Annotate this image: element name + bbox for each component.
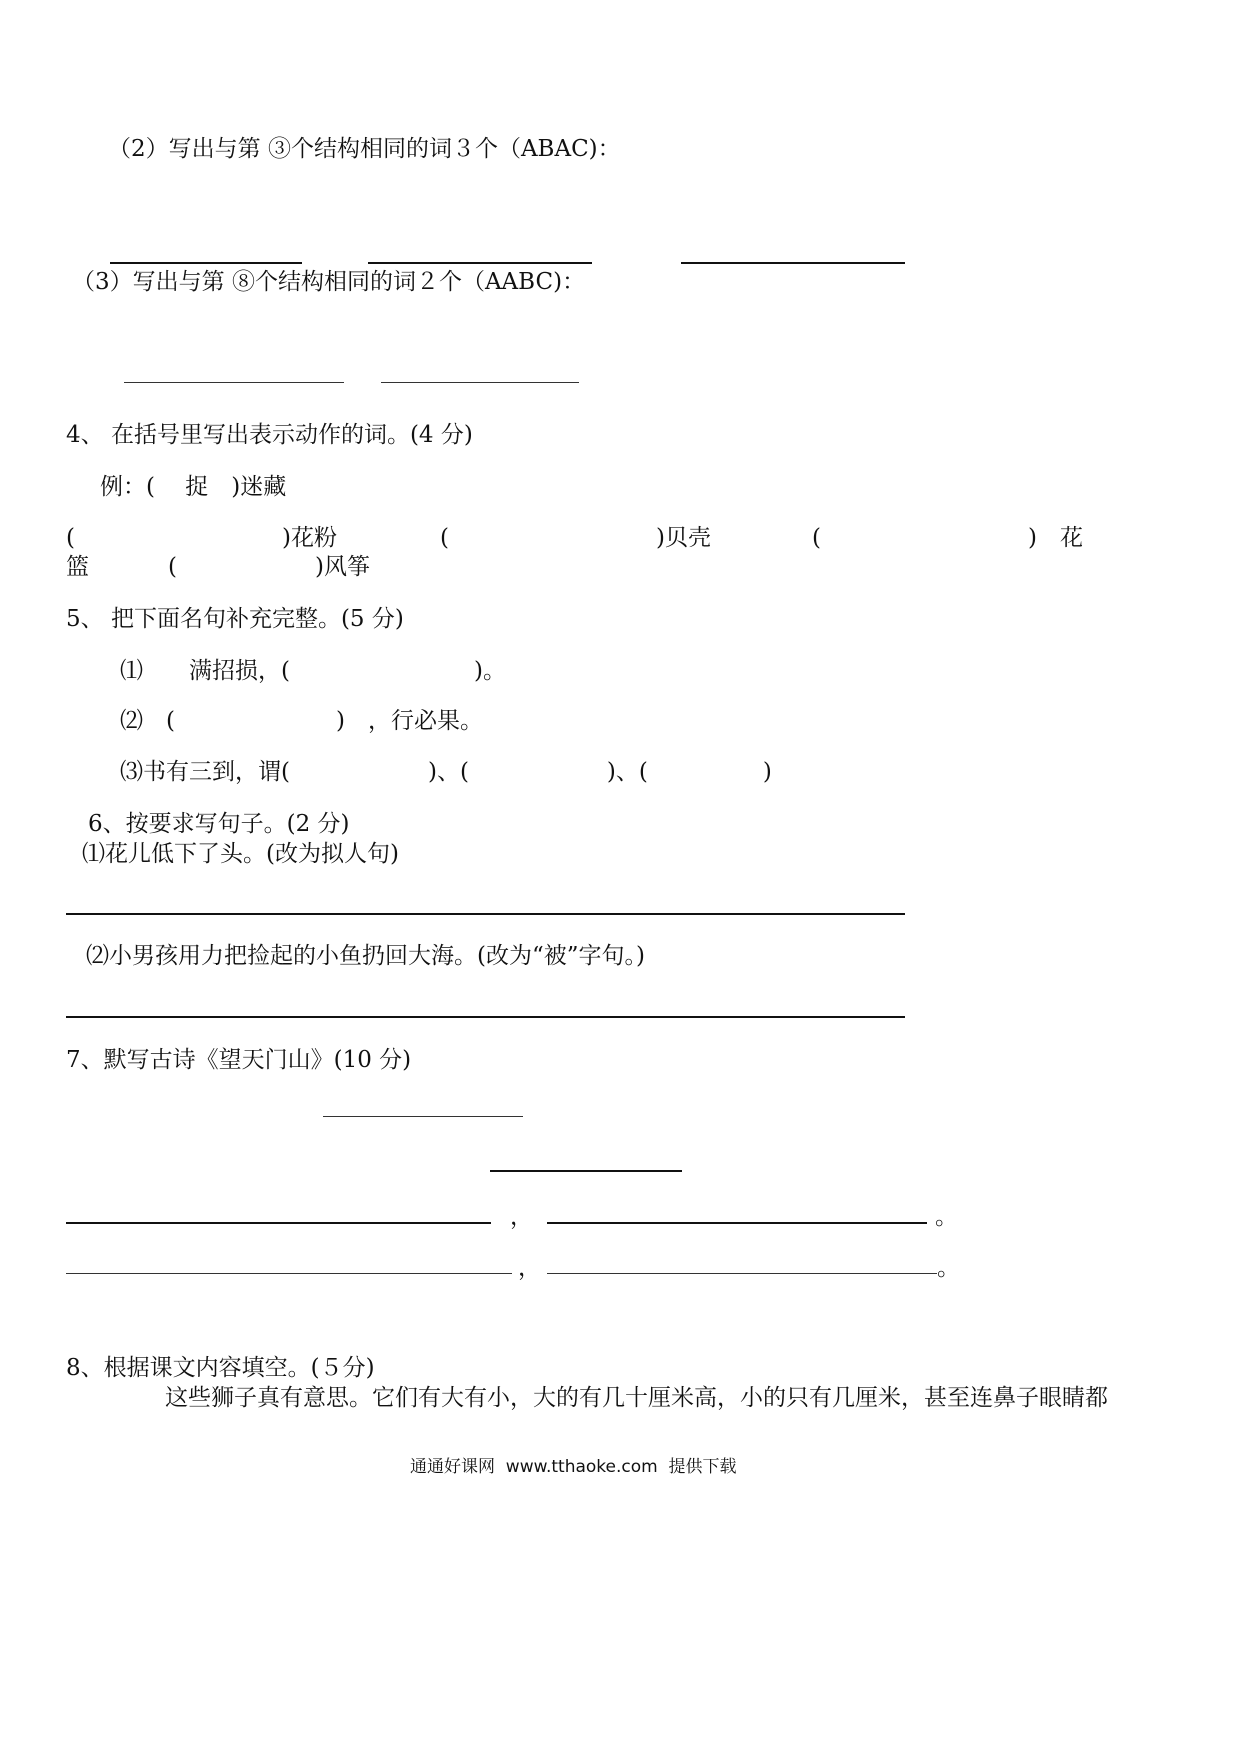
q5-sentence-1: ⑴ 满招损，( )。 — [120, 658, 506, 684]
q3-2-prompt: （2）写出与第 ③个结构相同的词３个（ABAC)： — [108, 136, 621, 162]
q5-sentence-3: ⑶书有三到，谓( )、( )、( ) — [120, 759, 772, 785]
q3-3-prompt: （3）写出与第 ⑧个结构相同的词２个（AABC)： — [72, 269, 586, 295]
q4-item-3-continued: 篮 — [66, 554, 89, 580]
poem-period: 。 — [937, 1255, 960, 1281]
answer-line[interactable] — [381, 382, 579, 383]
q4-item-1: ( )花粉 — [66, 525, 337, 551]
answer-line[interactable] — [66, 913, 905, 915]
answer-line[interactable] — [368, 262, 592, 264]
q7-title: 7、默写古诗《望天门山》(10 分) — [66, 1047, 412, 1073]
poem-line-1a[interactable] — [66, 1222, 491, 1224]
poem-comma: ， — [518, 1255, 541, 1281]
poem-line-2a[interactable] — [66, 1273, 512, 1274]
poem-line-2b[interactable] — [547, 1273, 937, 1274]
poem-author-line[interactable] — [490, 1170, 682, 1172]
q6-sentence-2: ⑵小男孩用力把捡起的小鱼扔回大海。(改为“被”字句。) — [86, 943, 645, 969]
q5-sentence-2: ⑵ ( ) ，行必果。 — [120, 708, 483, 734]
q4-item-4: ( )风筝 — [168, 554, 370, 580]
poem-title-line[interactable] — [323, 1116, 523, 1117]
q4-item-2: ( )贝壳 — [440, 525, 711, 551]
q4-example: 例：( 捉 )迷藏 — [100, 474, 287, 500]
q8-passage: 这些狮子真有意思。它们有大有小，大的有几十厘米高，小的只有几厘米，甚至连鼻子眼睛都 — [165, 1385, 1108, 1411]
answer-line[interactable] — [110, 262, 302, 264]
poem-line-1b[interactable] — [547, 1222, 927, 1224]
answer-line[interactable] — [681, 262, 905, 264]
answer-line[interactable] — [124, 382, 344, 383]
footer-text: 通通好课网 www.tthaoke.com 提供下载 — [410, 1457, 737, 1477]
q4-title: 4、 在括号里写出表示动作的词。(4 分) — [66, 422, 473, 448]
q5-title: 5、 把下面名句补充完整。(5 分) — [66, 606, 404, 632]
q8-title: 8、根据课文内容填空。(５分) — [66, 1355, 375, 1381]
poem-comma: ， — [510, 1204, 533, 1230]
q6-title: 6、按要求写句子。(2 分) — [88, 811, 350, 837]
answer-line[interactable] — [66, 1016, 905, 1018]
poem-period: 。 — [935, 1204, 958, 1230]
q4-item-3: ( ) 花 — [812, 525, 1083, 551]
q6-sentence-1: ⑴花儿低下了头。(改为拟人句) — [82, 841, 399, 867]
